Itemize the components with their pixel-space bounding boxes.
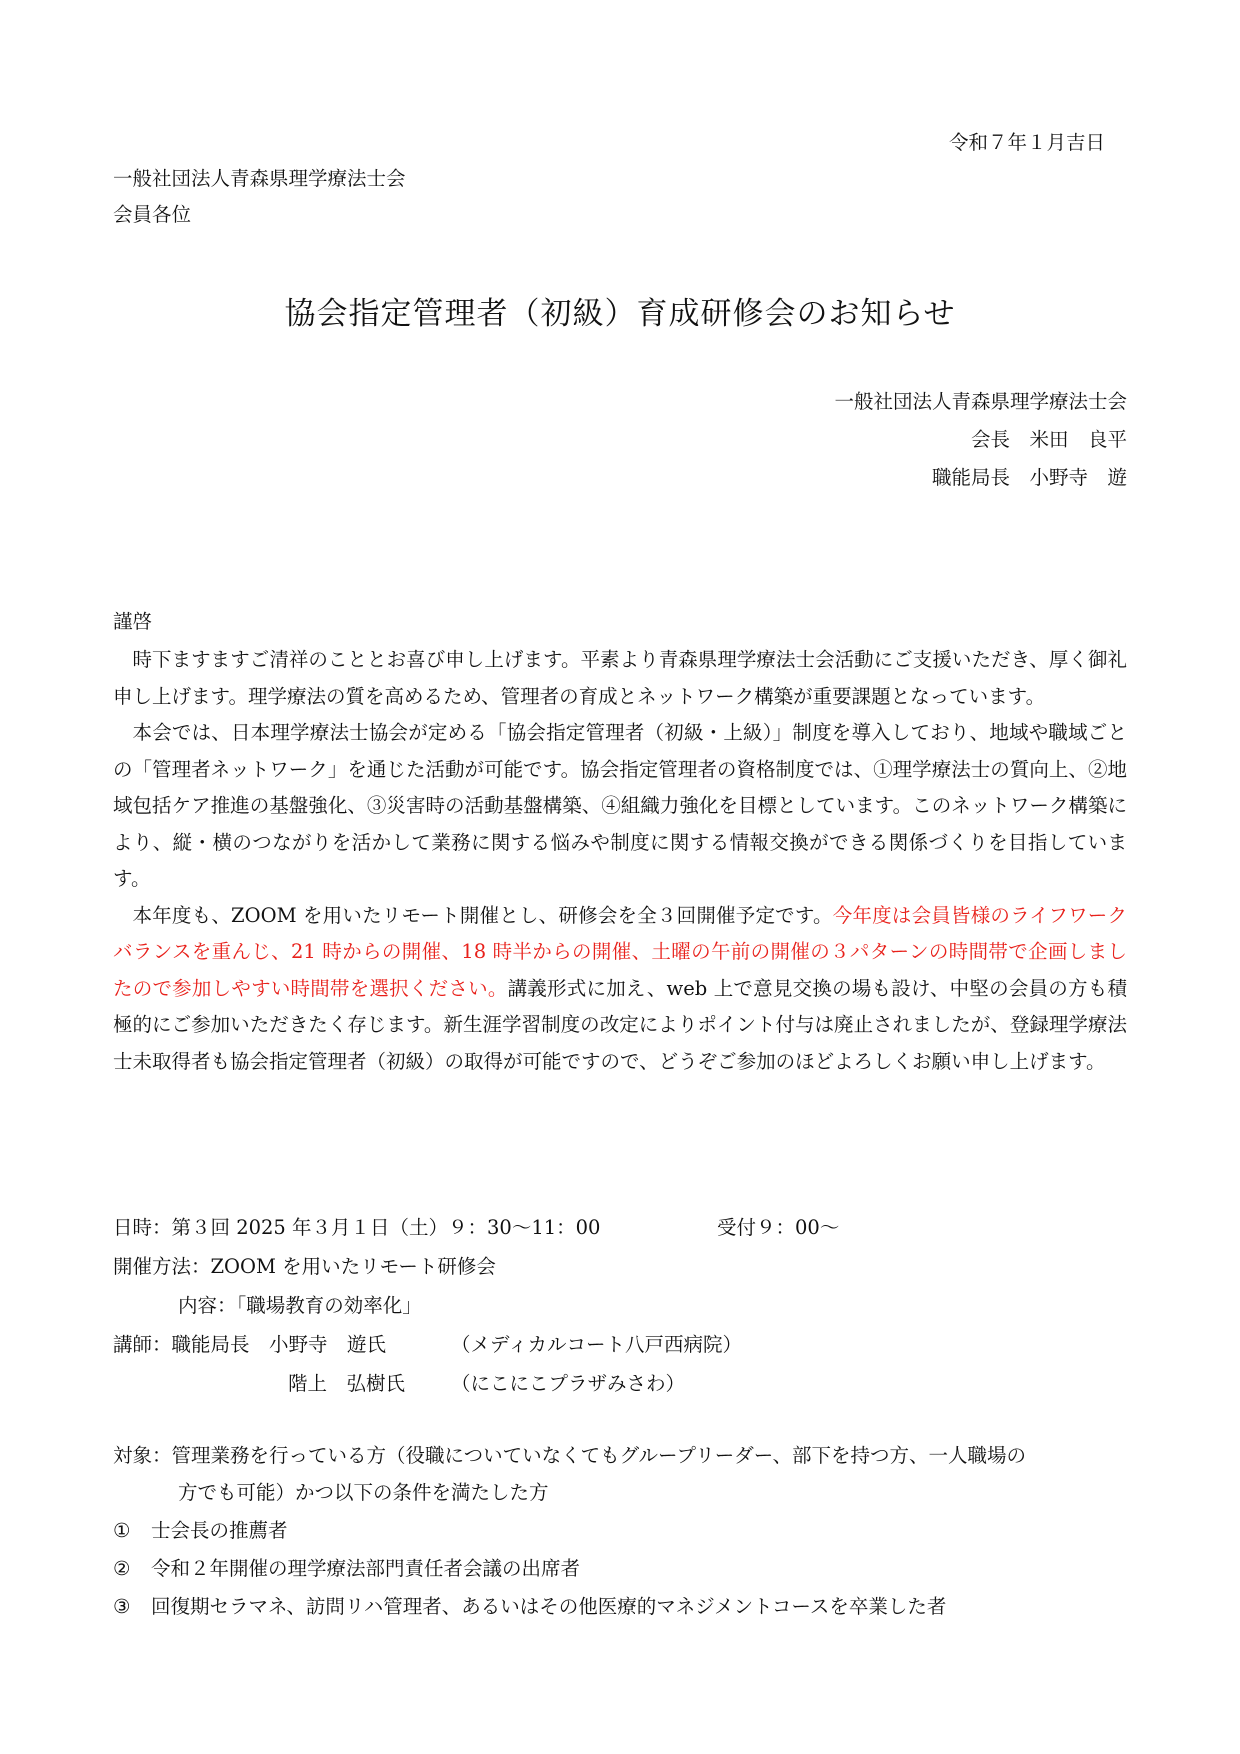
condition-number: ③ (113, 1595, 131, 1618)
lecturer-2-name: 階上 弘樹氏 (288, 1372, 406, 1395)
lecturer-2 (288, 1368, 686, 1396)
sender-president: 会長 米田 良平 (970, 428, 1127, 451)
salutation: 謹啓 (113, 610, 153, 633)
body-paragraph-2: 本会では、日本理学療法士協会が定める「協会指定管理者（初級・上級）」制度を導入しており、地域や職域ごとの「管理者ネットワーク」を通じた活動が可能です。協会指定管理者の資格制度では、①理学療法士の質向上、②地域包括ケア推進の基盤強化、③災害時の活動基盤構築、④組織力強化を目標としています。このネットワーク構築により、縦・横のつながりを活かして業務に関する悩みや制度に関する情報交換ができる関係づくりを目指しています。 (113, 721, 1127, 890)
document-date: 令和７年１月吉日 (948, 131, 1105, 154)
condition-text: 士会長の推薦者 (151, 1519, 288, 1542)
schedule-line (113, 1212, 840, 1240)
condition-item (113, 1591, 946, 1619)
condition-text: 回復期セラマネ、訪問リハ管理者、あるいはその他医療的マネジメントコースを卒業した者 (151, 1595, 947, 1618)
content-line: 内容：「職場教育の効率化」 (178, 1294, 422, 1317)
condition-item (113, 1515, 288, 1543)
letter-body (113, 642, 1127, 1080)
body-paragraph-3 (113, 898, 1127, 1081)
lecturer-1-affiliation: （メディカルコート八戸西病院） (451, 1333, 742, 1356)
target-line-2: 方でも可能）かつ以下の条件を満たした方 (178, 1481, 549, 1504)
target-line-1: 対象：管理業務を行っている方（役職についていなくてもグループリーダー、部下を持つ方、一人職場の (113, 1444, 1026, 1467)
body-paragraph-1: 時下ますますご清祥のこととお喜び申し上げます。平素より青森県理学療法士会活動にご支援いただき、厚く御礼申し上げます。理学療法の質を高めるため、管理者の育成とネットワーク構築が重要課題となっています。 (113, 648, 1127, 708)
body-paragraph-3-intro: 本年度も、ZOOM を用いたリモート開催とし、研修会を全３回開催予定です。 (132, 903, 833, 927)
reception-time: 受付９：00～ (717, 1216, 840, 1239)
condition-text: 令和２年開催の理学療法部門責任者会議の出席者 (151, 1557, 581, 1580)
condition-number: ② (113, 1557, 131, 1580)
lecturer-1-name: 講師：職能局長 小野寺 遊氏 (113, 1333, 387, 1356)
lecturer-1 (113, 1329, 742, 1357)
schedule-datetime: 日時：第３回 2025 年３月１日（土）９：30～11：00 (113, 1216, 601, 1239)
addressee-members: 会員各位 (113, 203, 192, 226)
method-line: 開催方法：ZOOM を用いたリモート研修会 (113, 1255, 496, 1278)
sender-organization: 一般社団法人青森県理学療法士会 (834, 390, 1127, 413)
body-paragraph-3-outro: 講義形式に加え、web 上で意見交換の場も設け、中堅の会員の方も積極的にご参加いただきたく存じます。新生涯学習制度の改定によりポイント付与は廃止されましたが、登録理学療法士未取得者も協会指定管理者（初級）の取得が可能ですので、どうぞご参加のほどよろしくお願い申し上げます。 (113, 976, 1127, 1073)
condition-number: ① (113, 1519, 131, 1542)
addressee-organization: 一般社団法人青森県理学療法士会 (113, 167, 406, 190)
sender-director: 職能局長 小野寺 遊 (931, 466, 1127, 489)
lecturer-2-affiliation: （にこにこプラザみさわ） (451, 1372, 686, 1395)
document-title: 協会指定管理者（初級）育成研修会のお知らせ (284, 296, 956, 332)
body-paragraph-3-highlight: 今年度は会員皆様のライフワークバランスを重んじ、21 時からの開催、18 時半からの開催、土曜の午前の開催の３パターンの時間帯で企画しましたので参加しやすい時間帯を選択ください。 (113, 903, 1127, 1000)
condition-item (113, 1553, 580, 1581)
